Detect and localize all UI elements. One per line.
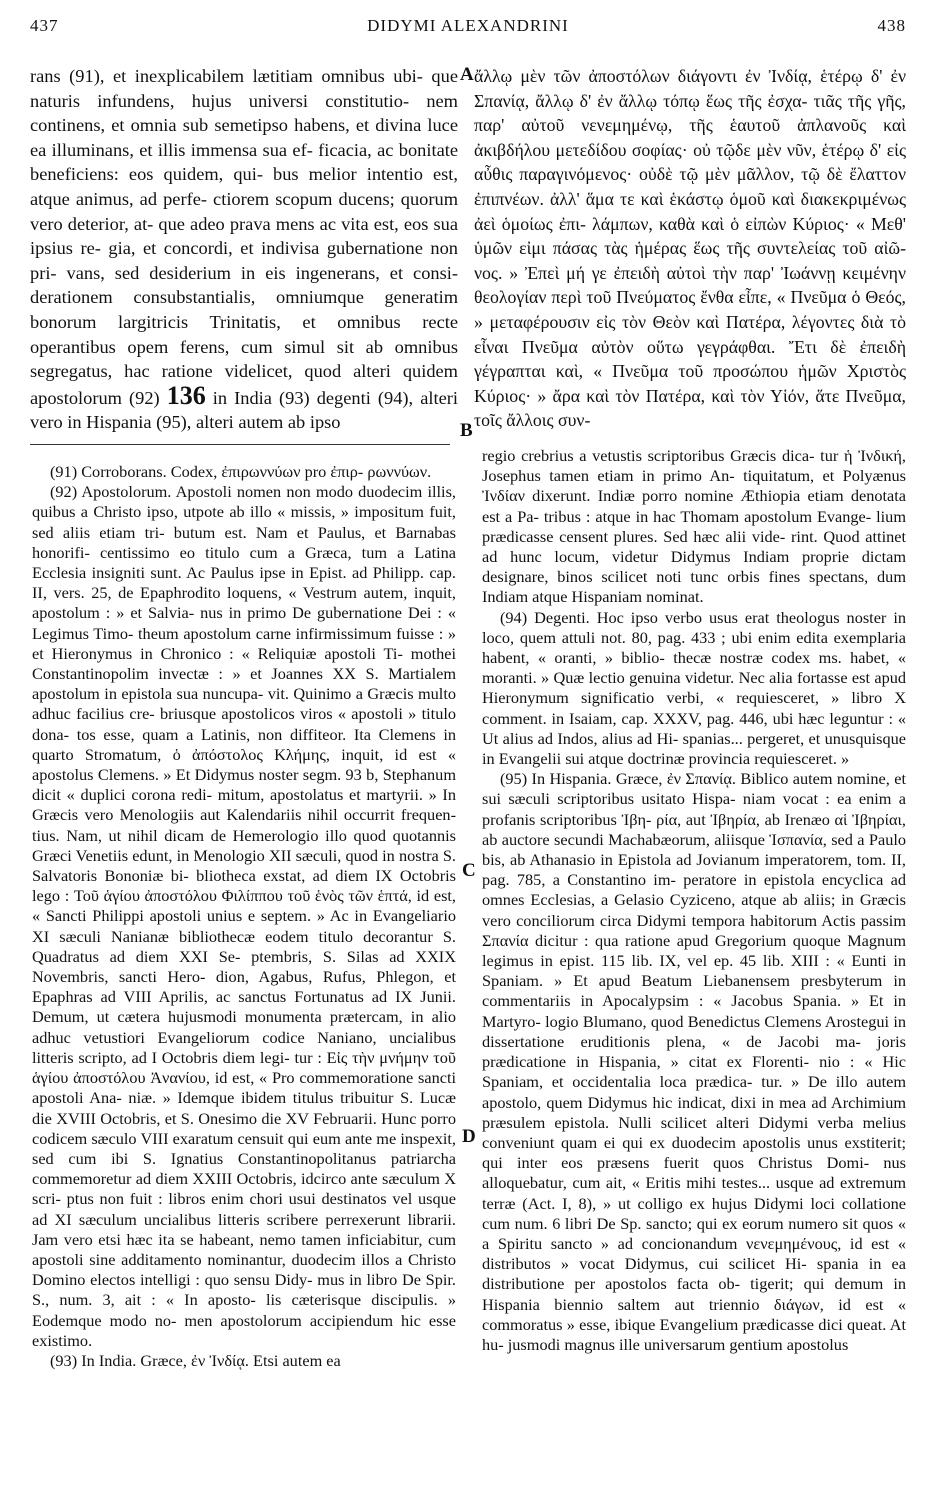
footnote-94: (94) Degenti. Hoc ipso verbo usus erat theologus noster in loco, quem attuli not. 80, pag. 433 ; ubi enim edita exemplaria habent, « oranti, » biblio- thecæ nostræ codex ms. habet, « moranti. » Quæ lectio genuina videtur. Nec alia fortasse est apud Hieronymum significatio verbi, « requiesceret, » libro X comment. in Isaiam, cap. XXXV, pag. 446, ubi hæc leguntur : « Ut alius ad Indos, alius ad Hi- spanias... pergeret, et unusquisque in Evangelii sui atque doctrinæ provincia requiesceret. » xyxy=(482,607,906,769)
footnote-93-continued: regio crebrius a vetustis scriptoribus Græcis dica- tur ἡ Ἰνδική, Josephus tamen etiam in primo An- tiquitatum, et Polyænus Ἰνδίαν dixerunt. Indiæ porro nomine Æthiopia etiam denotata est a Pa- tribus : atque in hac Thomam apostolum Evange- lium prædicasse censent plures. Sed hæc alii vide- rint. Quod attinet ad hunc locum, videtur Didymus Indiam proprie dictam designare, binos scilicet noti tunc orbis fines spectans, dum Indiam atque Hispaniam nominat. xyxy=(482,446,906,607)
latin-text-part1: rans (91), et inexplicabilem lætitiam omnibus ubi- que naturis infundens, hujus universi constitutio- nem continens, et omnia sub semetipso habens, et divina luce ea illuminans, et illis immensa sua ef- ficacia, ac bonitate beneficiens: eos quidem, qui- bus melior intentio est, atque animus, ad perfe- ctiorem scopum ducens; quorum vero deterior, at- que adeo prava mens ac vita est, eos sua ipsius re- gia, et concordi, et indivisa gubernatione non pri- vans, sed desiderium in eis ingenerans, et consi- derationem consubstantialis, omniumque generatim bonorum largitricis Trinitatis, et omnibus recte operantibus opem ferens, cum simul sit ab omnibus segregatus, hac ratione videlicet, quod alteri quidem apostolorum (92) xyxy=(30,66,458,408)
margin-letter-c: C xyxy=(462,860,476,881)
margin-letter-d: D xyxy=(462,1126,476,1147)
page-header xyxy=(30,8,906,42)
footnotes-left-column xyxy=(32,462,456,1371)
footnote-95: (95) In Hispania. Græce, ἐν Σπανίᾳ. Biblico autem nomine, et sui sæculi scriptoribus usitato Hispa- niam vocat : ea enim a profanis scriptoribus Ἰβη- ρία, aut Ἰβηρία, ab Irenæo αἱ Ἰβηρίαι, ab auctore secundi Machabæorum, aliisque Ἱσπανία, sed a Paulo bis, ab Athanasio in Epistola ad Jovianum imperatorem, tom. II, pag. 785, a Constantino im- peratore in epistola encyclica ad omnes Ecclesias, a Gelasio Cyziceno, atque ab aliis; in Græcis vero conciliorum circa Didymi tempora habitorum Actis passim Σπανία dicitur : qua ratione apud Gregorium quoque Magnum legimus in epist. 115 lib. IX, vel ep. 45 lib. XIII : « Eunti in Spaniam. » Et apud Beatum Liebanensem presbyterum in commentariis in Apocalypsim : « Jacobus Spania. » Et in Martyro- logio Blumano, quod Benedictus Clemens Arostegui in dissertatione eruditionis plena, « de Jacobi ma- joris prædicatione in Hispania, » citat ex Florenti- nio : « Hic Spaniam, et occidentalia loca prædica- tur. » De illo autem apostolo, quem Didymus hic indicat, dixi in mea ad Archimium præsulem epistola. Nulli scilicet alteri Didymi verba melius conveniunt quam ei qui ex duodecim apostolis unus exstiterit; qui inter eos præsens fuerit quos Christus Domi- nus alloquebatur, cum ait, « Eritis mihi testes... usque ad extremum terræ (Act. I, 8), » ut colligo ex hujus Didymi loci collatione cum num. 6 libri De Sp. sancto; qui ex eorum numero sit quos « a Spiritu sancto » ad concionandum νενεμημένους, id est « distributos » vocat Didymus, cui scilicet Hi- spania in ea distributione per apostolos facta ob- tigerit; qui demum in Hispania biennio saltem aut triennio διάγων, id est « commoratus » esse, ibique Evangelium prædicasse dici queat. At hu- jusmodi magnus ille universarum gentium apostolus xyxy=(482,769,906,1354)
greek-main-text: ἄλλῳ μὲν τῶν ἀποστόλων διάγοντι ἐν Ἰνδίᾳ, ἑτέρῳ δ' ἐν Σπανίᾳ, ἄλλῳ δ' ἐν ἄλλῳ τόπῳ ἕως τῆς ἐσχα- τιᾶς τῆς γῆς, παρ' αὐτοῦ νενεμημένῳ, τῆς ἑαυτοῦ ἀπλανοῦς καὶ ἀκιβδήλου μετεδίδου σοφίας· οὐ τῷδε μὲν νῦν, ἑτέρῳ δ' εἰς αὖθις παραγινόμενος· οὐδὲ τῷ μὲν μᾶλλον, τῷ δὲ ἔλαττον ἐπιπνέων. ἀλλ' ἅμα τε καὶ ἑκάστῳ ὁμοῦ καὶ διακεκριμένως ἀεὶ ὁμοίως ἐπι- λάμπων, καθὰ καὶ ὁ εἰπὼν Κύριος· « Μεθ' ὑμῶν εἰμι πάσας τὰς ἡμέρας ἕως τῆς συντελείας τοῦ αἰῶ- νος. » Ἐπεὶ μή γε ἐπειδὴ αὐτοὶ τὴν παρ' Ἰωάννῃ κειμένην θεολογίαν περὶ τοῦ Πνεύματος ἔνθα εἶπε, « Πνεῦμα ὁ Θεός, » μεταφέρουσιν εἰς τὸν Θεὸν καὶ Πατέρα, λέγοντες διὰ τὸ εἶναι Πνεῦμα αὐτὸν οὕτω γεγράφθαι. Ἔτι δὲ ἐπειδὴ γέγραπται καὶ, « Πνεῦμα τοῦ προσώπου ἡμῶν Χριστὸς Κύριος· » ἄρα καὶ τὸν Πατέρα, καὶ τὸν Υἱόν, ἅτε Πνεῦμα, τοῖς ἄλλοις συν- xyxy=(474,66,906,431)
page-marker: 136 xyxy=(166,380,206,410)
margin-letter-b: B xyxy=(460,420,473,441)
footnotes-right-column xyxy=(482,446,906,1355)
footnote-divider xyxy=(30,444,450,445)
footnote-92: (92) Apostolorum. Apostoli nomen non modo duodecim illis, quibus a Christo ipso, utpote ab illo « missis, » impositum fuit, sed aliis etiam tri- butum est. Nam et Paulus, et Barnabas honorifi- centissimo eo titulo cum a Græca, tum a Latina Ecclesia insigniti sunt. Ac Paulus ipse in Epist. ad Philipp. cap. II, vers. 25, de Epaphrodito loquens, « Vestrum autem, inquit, apostolum : » et Salvia- nus in primo De gubernatione Dei : « Legimus Timo- theum apostolum carne infirmissimum fuisse : » et Hieronymus in Chronico : « Reliquiæ apostoli Ti- mothei Constantinopolim invectæ : » et Joannes XX S. Martialem apostolum in epistola sua nuncupa- vit. Quinimo a Græcis multo adhuc facilius cre- briusque apostolicos viros « apostoli » titulo donа- tos esse, quam a Latinis, non diffiteor. Ita Clemens in quarto Stromatum, ὁ ἀπόστολος Κλήμης, inquit, id est « apostolus Clemens. » Et Didymus noster segm. 93 b, Stephanum dicit « duplici corona redi- mitum, apostolatus et martyrii. » In Græcis vero Menologiis aut Kalendariis nihil occurrit frequen- tius. Nam, ut nihil dicam de Hemerologio illo quod quotannis Græci Venetiis edunt, in Menologio XII sæculi, quod in nostra S. Salvatoris Bononiæ bi- bliotheca exstat, ad diem IX Octobris lego : Τοῦ ἁγίου ἀποστόλου Φιλίππου τοῦ ἑνὸς τῶν ἑπτά, id est, « Sancti Philippi apostoli unius e septem. » Ac in Evangeliario XI sæculi Nanianæ bibliothecæ eodem titulo decorantur S. Quadratus ad diem XXI Se- ptembris, S. Silas ad XXIX Novembris, sancti Hero- dion, Agabus, Rufus, Phlegon, et Epaphras ad VIII Aprilis, ac sanctus Fortunatus ad IX Junii. Demum, ut cætera hujusmodi monumenta prætercam, in alio adhuc vetustiori Evangeliorum codice Naniano, uncialibus litteris scripto, ad I Octobris diem legi- tur : Εἰς τὴν μνήμην τοῦ ἁγίου ἀποστόλου Ἀνανίου, id est, « Pro commemoratione sancti apostoli Ana- niæ. » Idemque ibidem titulus tribuitur S. Lucæ die XVIII Octobris, et S. Onesimo die XV Februarii. Hunc porro codicem sæculo VIII exaratum censuit qui eum ante me inspexit, sed cum ibi S. Ignatius Constantinopolitanus patriarcha commemoretur ad diem XXIII Octobris, idcirco ante sæculum X scri- ptus non fuit : libros enim chori usui destinatos vel usque ad XI sæculum uncialibus litteris scribere perrexerunt librarii. Jam vero etsi hæc ita se habeant, nemo tamen inficiabitur, cum apostoli sine additamento nominantur, duodecim illos a Christo Domino electos intelligi : quo sensu Didy- mus in libro De Spir. S., num. 3, ait : « In aposto- lis cæterisque discipulis. » Eodemque modo no- men apostolorum accipiendum hic esse existimo. xyxy=(32,482,456,1350)
footnote-91: (91) Corroborans. Codex, ἐπιρωννύων pro ἐπιρ- ρωννύων. xyxy=(50,462,432,481)
running-title: DIDYMI ALEXANDRINI xyxy=(367,16,569,35)
footnote-93-start: (93) In India. Græce, ἐν Ἰνδίᾳ. Etsi autem ea xyxy=(50,1350,341,1370)
latin-main-text xyxy=(30,64,458,435)
page-number-right: 438 xyxy=(877,16,906,35)
latin-text-part2: in India (93) degenti (94), alteri vero in Hispania (95), alteri autem ab ipso xyxy=(30,387,458,433)
page-number-left: 437 xyxy=(30,16,59,35)
margin-letter-a: A xyxy=(460,64,474,85)
